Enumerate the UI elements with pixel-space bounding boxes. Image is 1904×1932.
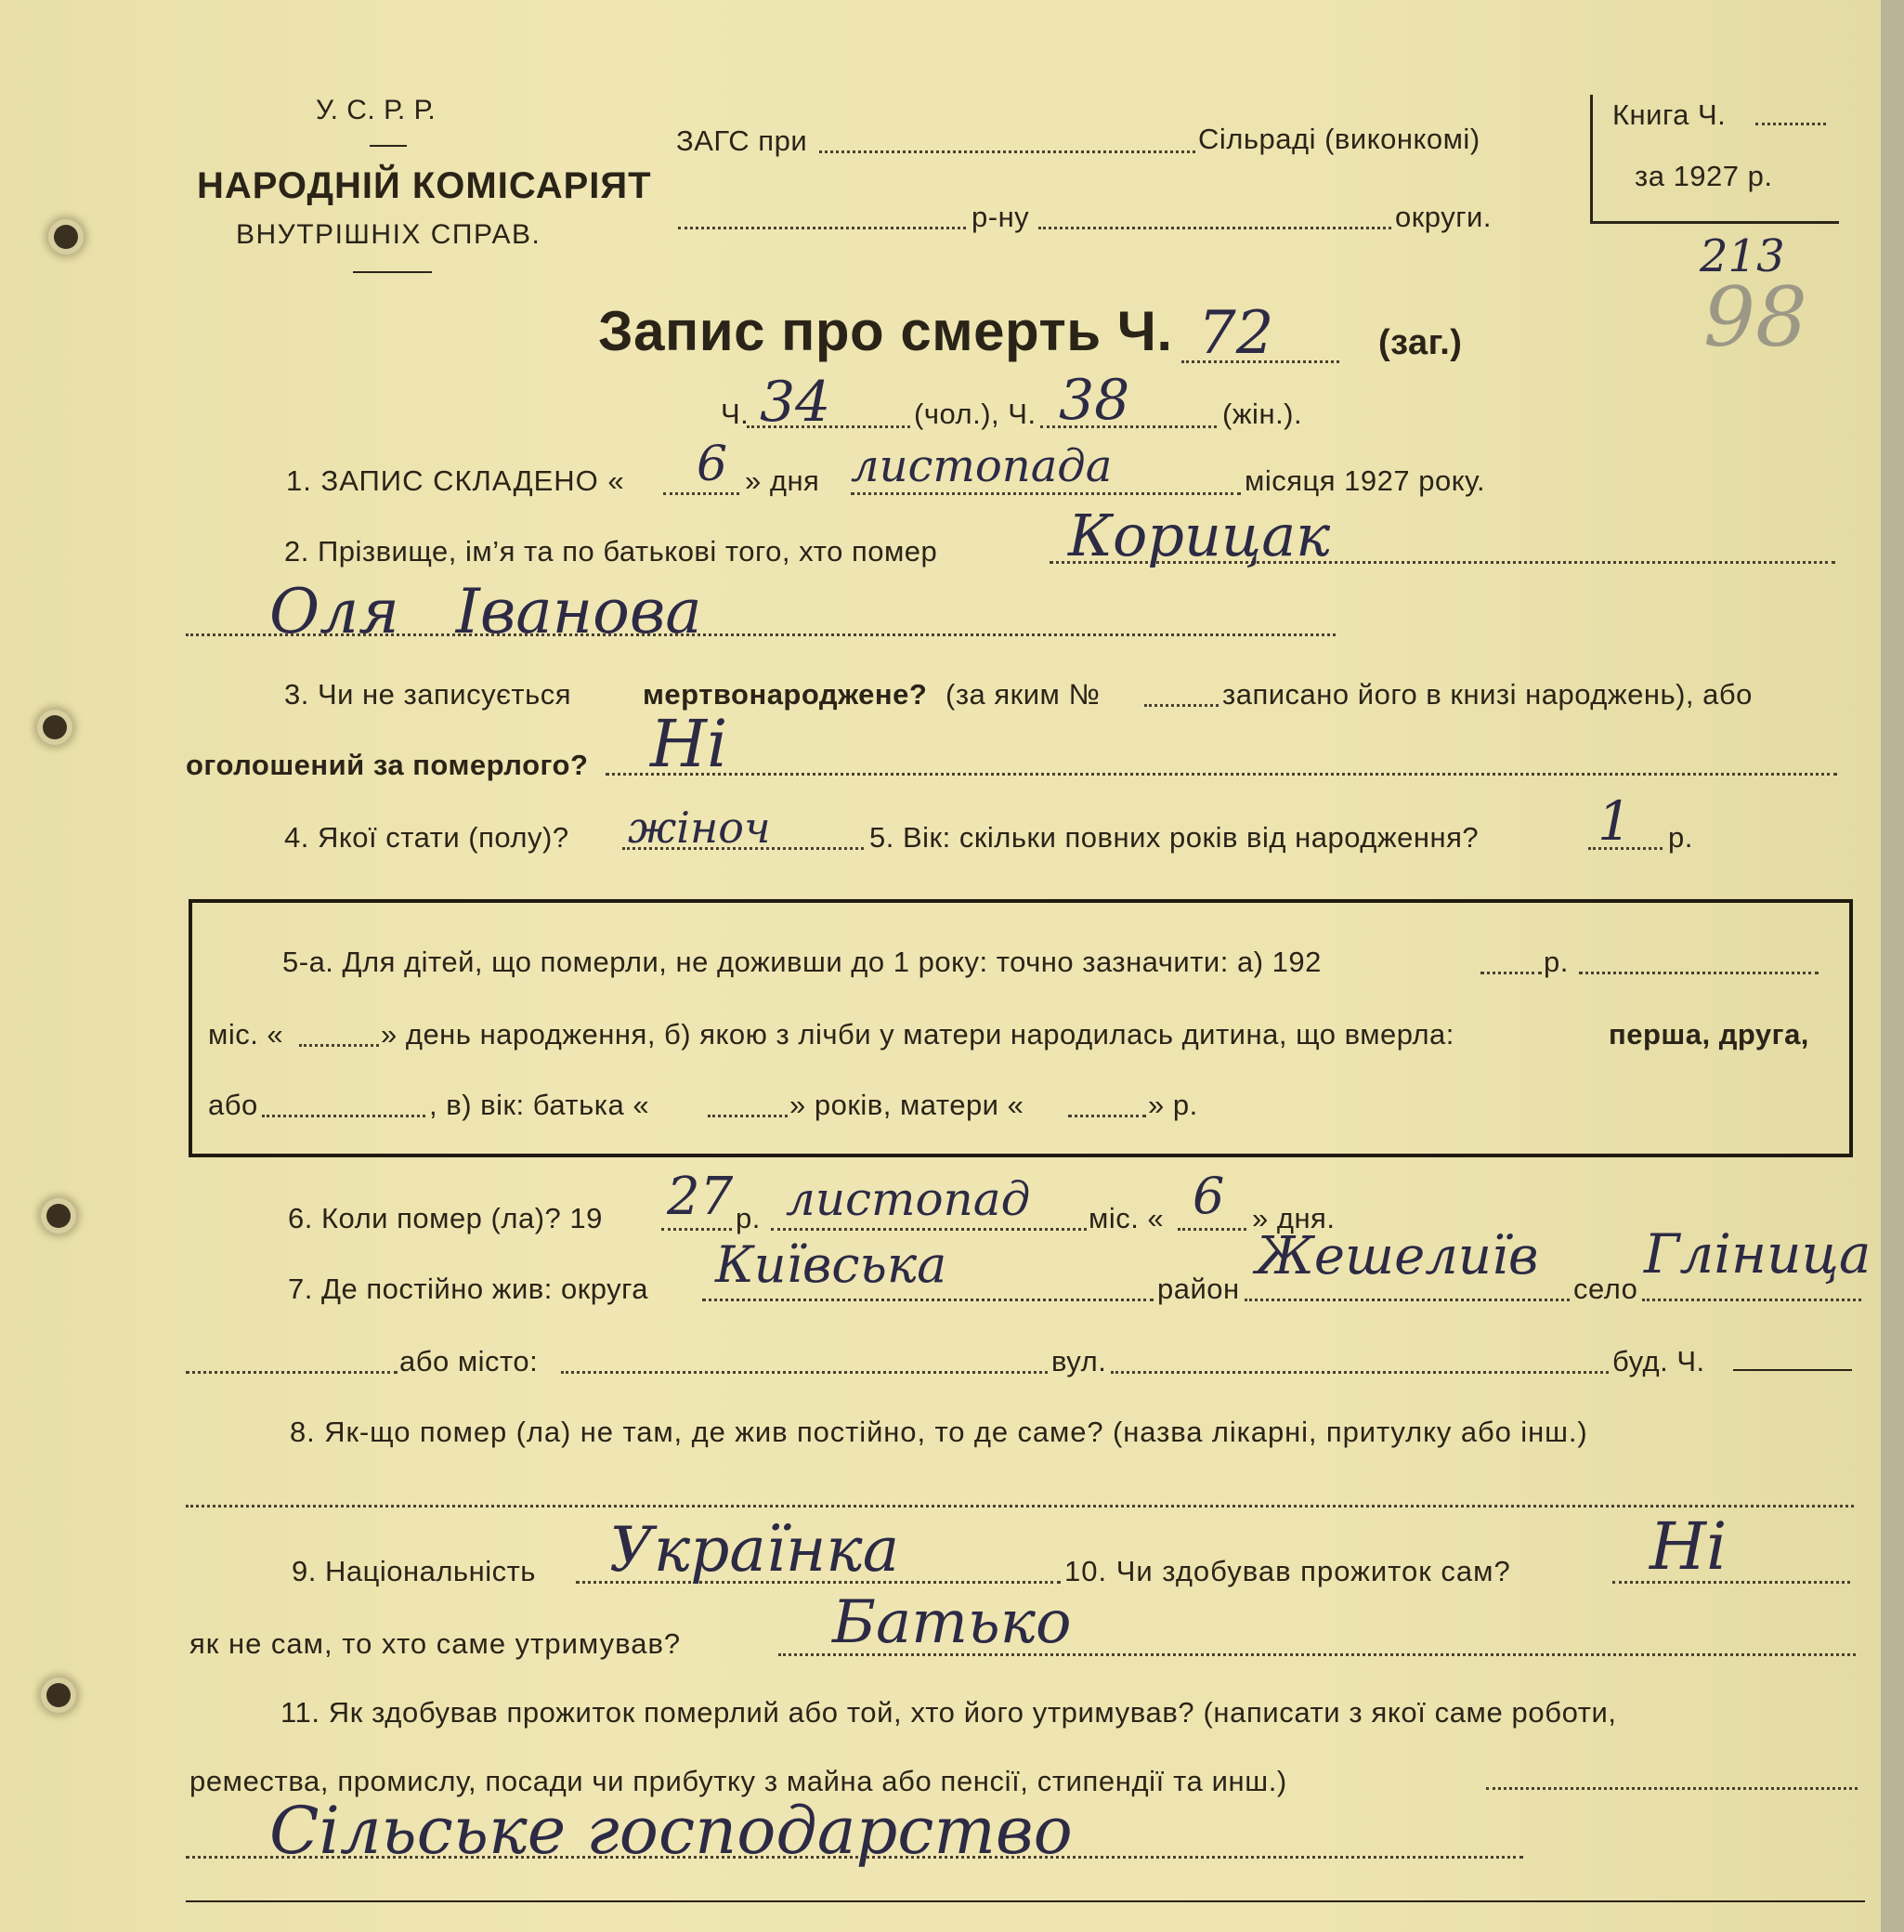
f7-a: 7. Де постійно жив: округа — [288, 1273, 649, 1305]
f3-d: записано його в книзі народжень), або — [1222, 678, 1753, 711]
f5a-month-blank — [299, 1044, 379, 1047]
f10-blank — [1612, 1581, 1850, 1584]
f7-line2-blank — [186, 1371, 398, 1374]
f7-okruga: Київська — [715, 1235, 947, 1294]
f3-answer: Ні — [650, 706, 728, 782]
f5-label: 5. Вік: скільки повних років від народження? — [869, 821, 1480, 854]
book-box-bottom-border — [1590, 221, 1839, 224]
male-number: 34 — [760, 370, 831, 435]
male-label: (чол.), Ч. — [914, 398, 1037, 430]
f6-d: » дня. — [1252, 1202, 1336, 1234]
zags-blank — [819, 150, 1195, 153]
f6-year: 27 — [667, 1167, 734, 1227]
divider — [370, 145, 407, 147]
f1-mid: » дня — [745, 464, 820, 497]
f11-line2: ремества, промислу, посади чи прибутку з майна або пенсії, стипендії та инш.) — [189, 1765, 1287, 1797]
f5a-mother-age-blank — [1068, 1115, 1146, 1117]
f10-label: 10. Чи здобував прожиток сам? — [1064, 1555, 1511, 1587]
f3-answer-blank — [606, 773, 1837, 776]
f1-month-blank — [851, 492, 1241, 495]
header-internal-affairs: ВНУТРІШНІХ СПРАВ. — [236, 219, 541, 250]
female-number: 38 — [1059, 368, 1130, 433]
f5a-line3c: » років, матери « — [789, 1089, 1024, 1121]
f5a-order-blank — [262, 1115, 425, 1117]
record-title-suffix: (заг.) — [1378, 323, 1463, 362]
f6-day-blank — [1178, 1228, 1246, 1231]
f1-month: листопада — [851, 440, 1113, 492]
f11-value: Сільське господарство — [269, 1793, 1073, 1869]
f7-street-blank — [1111, 1371, 1609, 1374]
zags-prefix: ЗАГС при — [676, 124, 808, 157]
f7-b: район — [1157, 1273, 1240, 1305]
f5a-year-blank — [1480, 972, 1542, 974]
divider — [353, 271, 432, 273]
punch-hole — [54, 225, 78, 249]
zags-suffix: Сільраді (виконкомі) — [1198, 123, 1480, 155]
f5a-line1-end: р. — [1544, 946, 1569, 978]
book-number-handwritten: 213 — [1700, 230, 1785, 282]
f5a-line3a: або — [208, 1089, 258, 1121]
f5a-line2c: перша, друга, — [1609, 1018, 1809, 1051]
f3-a: 3. Чи не записується — [284, 678, 572, 711]
punch-hole — [46, 1204, 71, 1228]
f8-label: 8. Як-що помер (ла) не там, де жив постійно, то де саме? (назва лікарні, притулку або інш.) — [290, 1416, 1588, 1448]
punch-hole — [46, 1683, 71, 1707]
record-title: Запис про смерть Ч. — [598, 300, 1173, 362]
f11-line1: 11. Як здобував прожиток померлий або той, хто його утримував? (написати з якої саме роботи, — [280, 1696, 1617, 1729]
f3-number-blank — [1144, 704, 1219, 707]
f5a-father-age-blank — [708, 1115, 788, 1117]
f10b-label: як не сам, то хто саме утримував? — [189, 1627, 682, 1660]
f6-month-blank — [771, 1228, 1087, 1231]
f4-label: 4. Якої стати (полу)? — [284, 821, 569, 854]
f6-year-blank — [661, 1228, 732, 1231]
f5a-line3b: , в) вік: батька « — [429, 1089, 650, 1121]
book-box-left-border — [1590, 95, 1593, 223]
record-number: 72 — [1198, 299, 1274, 368]
f7-d: або місто: — [399, 1345, 539, 1377]
pencil-number: 98 — [1703, 269, 1807, 365]
f7-selo: Гліница — [1644, 1222, 1871, 1286]
f3-declared-dead: оголошений за померлого? — [186, 749, 589, 781]
f1-day-blank — [663, 492, 739, 495]
f1-prefix: 1. ЗАПИС СКЛАДЕНО « — [286, 464, 625, 497]
f5a-line2a: міс. « — [208, 1018, 284, 1051]
okrugy-label: округи. — [1395, 201, 1492, 233]
okrug-blank — [1038, 227, 1391, 229]
f5-value: 1 — [1598, 790, 1632, 853]
f9-value: Українка — [609, 1514, 900, 1586]
f1-day: 6 — [697, 437, 728, 492]
f6-a: 6. Коли помер (ла)? 19 — [288, 1202, 603, 1234]
rnu-label: р-ну — [972, 201, 1030, 233]
f8-blank — [186, 1505, 1854, 1508]
f7-e: вул. — [1051, 1345, 1107, 1377]
f3-c: (за яким № — [945, 678, 1101, 711]
female-label: (жін.). — [1222, 398, 1303, 430]
f5a-line2b: » день народження, б) якою з лічби у матери народилась дитина, що вмерла: — [381, 1018, 1454, 1051]
f11-bottom-line — [186, 1900, 1865, 1902]
f5-unit: р. — [1668, 821, 1693, 854]
f10-value: Ні — [1650, 1508, 1728, 1585]
f5a-line1-blank — [1579, 972, 1819, 974]
f6-c: міс. « — [1089, 1202, 1165, 1234]
f6-month: листопад — [786, 1172, 1031, 1226]
f1-suffix: місяця 1927 року. — [1245, 464, 1486, 497]
f7-okruga-blank — [702, 1299, 1154, 1301]
f7-f: буд. Ч. — [1612, 1345, 1705, 1377]
district-blank — [678, 227, 966, 229]
f7-raion: Жешелиїв — [1256, 1226, 1539, 1286]
f2-surname: Корицак — [1068, 502, 1331, 569]
f4-value: жіноч — [628, 803, 771, 853]
f2-label: 2. Прізвище, ім’я та по батькові того, хто помер — [284, 535, 938, 568]
f6-b: р. — [736, 1202, 761, 1234]
f7-selo-blank — [1642, 1299, 1861, 1301]
f7-city-blank — [561, 1371, 1048, 1374]
f7-house-blank — [1733, 1369, 1852, 1371]
f3-stillborn: мертвонароджене? — [643, 678, 928, 711]
book-year: за 1927 р. — [1635, 160, 1773, 192]
f7-c: село — [1573, 1273, 1638, 1305]
f11-line2-blank — [1486, 1787, 1858, 1790]
f7-raion-blank — [1245, 1299, 1570, 1301]
book-blank — [1755, 123, 1826, 125]
f9-label: 9. Національність — [292, 1555, 536, 1587]
book-label: Книга Ч. — [1612, 98, 1727, 131]
f2-name: Оля Іванова — [269, 576, 702, 647]
f5a-line3d: » р. — [1148, 1089, 1198, 1121]
f10b-value: Батько — [832, 1588, 1072, 1657]
f5a-line1: 5-а. Для дітей, що померли, не доживши до 1 року: точно зазначити: а) 192 — [282, 946, 1322, 978]
f6-day: 6 — [1193, 1167, 1225, 1225]
header-commissariat: НАРОДНІЙ КОМІСАРІЯТ — [197, 165, 652, 206]
male-no-prefix: Ч. — [721, 398, 750, 430]
page-edge — [1881, 0, 1904, 1932]
header-ussr: У. С. Р. Р. — [316, 95, 437, 125]
punch-hole — [43, 715, 67, 739]
